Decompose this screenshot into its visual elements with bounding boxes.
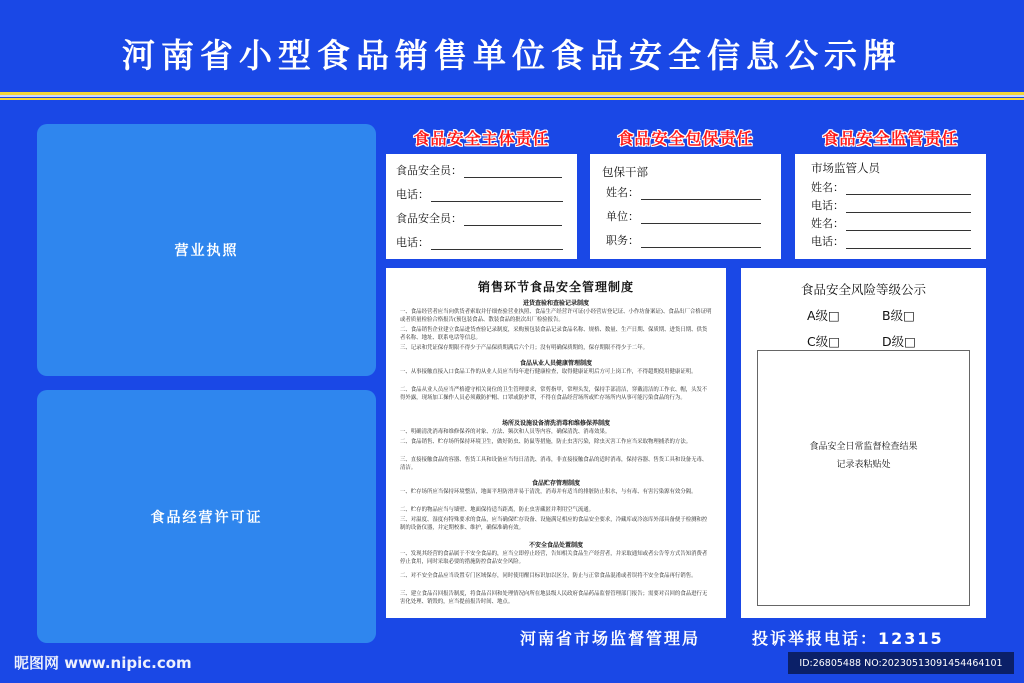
form-row: 姓名：	[811, 215, 971, 231]
supervision-responsibility-card	[795, 154, 986, 259]
fill-line	[846, 220, 971, 231]
rule-heading: 不安全食品处置制度	[528, 542, 583, 549]
rule-paragraph: 二、食品从业人员应当严格遵守相关岗位的卫生管理要求，常剪指甲，常理头发，保持手部清洁，穿戴清洁的工作衣、帽，头发不得外露，现场加工操作人员必须戴防护帽、口罩或防护罩，不得在食品经营场所或贮存场所内从事可能污染食品的行为。	[400, 387, 708, 401]
fill-line	[641, 189, 761, 200]
main-responsibility-title: 食品安全主体责任	[413, 129, 550, 148]
grade-b-checkbox: B级□	[882, 308, 915, 323]
fill-line	[846, 202, 971, 213]
fill-line	[464, 167, 562, 178]
risk-level-panel	[741, 268, 986, 618]
fill-line	[431, 239, 563, 250]
form-row: 职务：	[606, 232, 761, 248]
rule-paragraph: 二、对不安全食品应当设置专门区域保存，同时使用醒目标识加以区分，防止与正常食品混淆或者误将不安全食品再行销售。	[400, 573, 697, 579]
rule-paragraph: 一、从事接触直接入口食品工作的从业人员应当每年进行健康检查，取得健康证明后方可上岗工作，不得超期使用健康证明。	[400, 369, 697, 375]
rule-paragraph: 二、食品销售、贮存场所保持环境卫生，做好防虫、防鼠等措施，防止虫害污染，除虫灭害工作应当采取物理捕杀的方法。	[400, 439, 692, 445]
form-row: 食品安全员：	[396, 162, 562, 178]
rule-paragraph: 二、食品销售企业建立食品进货查验记录制度，采购预包装食品记录食品名称、规格、数量、生产日期、保质期、进货日期、供货者名称、地址、联系电话等信息。	[400, 327, 708, 341]
form-row: 食品安全员：	[396, 210, 562, 226]
rule-heading: 进货查验和查验记录制度	[522, 300, 589, 307]
grade-c-checkbox: C级□	[807, 334, 841, 349]
form-row: 电话：	[396, 186, 563, 202]
rule-heading: 食品从业人员健康管理制度	[519, 360, 592, 367]
rule-paragraph: 一、发现其经营的食品属于不安全食品的，应当立即停止经营，告知相关食品生产经营者，并采取通知或者公告等方式告知消费者停止食用，同时采取必要的措施防控食品安全风险。	[400, 551, 708, 565]
form-row: 单位：	[606, 208, 761, 224]
fill-line	[431, 191, 563, 202]
rule-paragraph: 一、贮存场所应当保持环境整洁，地面平坦防滑并易于清洗，消毒并有适当的排脏防止积水，与有毒、有害污染源有效分隔。	[400, 489, 697, 495]
inspection-record-area	[757, 350, 970, 606]
title-stripe	[0, 95, 1024, 97]
food-permit-label: 食品经营许可证	[150, 509, 263, 526]
rule-paragraph: 三、记录和凭证保存期限不得少于产品保质期满后六个月；没有明确保质期的，保存期限不得少于二年。	[400, 345, 648, 351]
guarantee-head: 包保干部	[602, 165, 648, 179]
fill-line	[641, 213, 761, 224]
form-row: 姓名：	[811, 179, 971, 195]
food-permit-panel	[37, 390, 376, 643]
guarantee-responsibility-card	[590, 154, 781, 259]
rule-paragraph: 三、对温度、湿度有特殊要求的食品，应当确保贮存设备、设施满足相应的食品安全要求，冷藏库或冷冻库外部具备便于检测和控制的设备仪器，并定期校准、维护，确保准确有效。	[400, 517, 708, 531]
guarantee-responsibility-title: 食品安全包保责任	[617, 129, 754, 148]
rule-paragraph: 一、明确清洗消毒和维修保养的对象、方法、频次和人员等内容，确保清洗、消毒效果。	[400, 429, 611, 435]
management-rules-document	[386, 268, 726, 618]
fill-line	[641, 237, 761, 248]
document-title: 销售环节食品安全管理制度	[477, 280, 634, 294]
grade-a-checkbox: A级□	[807, 308, 840, 323]
form-row: 姓名：	[606, 184, 761, 200]
hotline: 投诉举报电话：12315	[752, 629, 944, 648]
watermark-site: 昵图网 www.nipic.com	[14, 654, 192, 672]
rule-heading: 场所及设施设备清洗消毒和维修保养制度	[501, 420, 610, 427]
supervision-head: 市场监管人员	[811, 161, 880, 175]
form-row: 电话：	[396, 234, 563, 250]
main-responsibility-card	[386, 154, 577, 259]
rule-heading: 食品贮存管理制度	[531, 480, 580, 487]
rule-paragraph: 二、贮存的物品应当与墙壁、地面保持适当距离，防止虫害藏匿并利用空气流通。	[400, 507, 595, 513]
grade-d-checkbox: D级□	[882, 334, 916, 349]
form-row: 电话：	[811, 197, 971, 213]
rule-paragraph: 三、建立食品召回报告制度，将食品召回和处理情况向所在地县级人民政府食品药品监督管理部门报告；需要对召回的食品进行无害化处理、销毁的，应当提前报告时间、地点。	[400, 591, 708, 605]
fill-line	[464, 215, 562, 226]
page-title: 河南省小型食品销售单位食品安全信息公示牌	[122, 36, 902, 75]
rule-paragraph: 三、直接接触食品的容器、售货工具和设备应当每日清洗、消毒，非直接接触食品的适时消毒，保持容器、售货工具和设备无毒、清洁。	[400, 457, 708, 471]
title-stripe	[0, 98, 1024, 100]
form-row: 电话：	[811, 233, 971, 249]
business-license-panel	[37, 124, 376, 376]
inspection-record-label: 记录表粘贴处	[836, 460, 891, 470]
authority-name: 河南省市场监督管理局	[520, 629, 701, 648]
supervision-responsibility-title: 食品安全监管责任	[822, 129, 959, 148]
rule-paragraph: 一、食品经营者应当向供货者索取并仔细查验营业执照、食品生产经营许可证(小经营店登记证、小作坊备案证)、食品出厂合格证明或者质量检验合格报告(预包装食品、散装食品的批次出厂检验报告。	[400, 309, 712, 323]
business-license-label: 营业执照	[174, 243, 239, 259]
risk-level-title: 食品安全风险等级公示	[800, 282, 926, 297]
fill-line	[846, 184, 971, 195]
watermark-id: ID:26805488 NO:20230513091454464101	[788, 652, 1014, 674]
inspection-record-label: 食品安全日常监督检查结果	[809, 442, 918, 452]
fill-line	[846, 238, 971, 249]
